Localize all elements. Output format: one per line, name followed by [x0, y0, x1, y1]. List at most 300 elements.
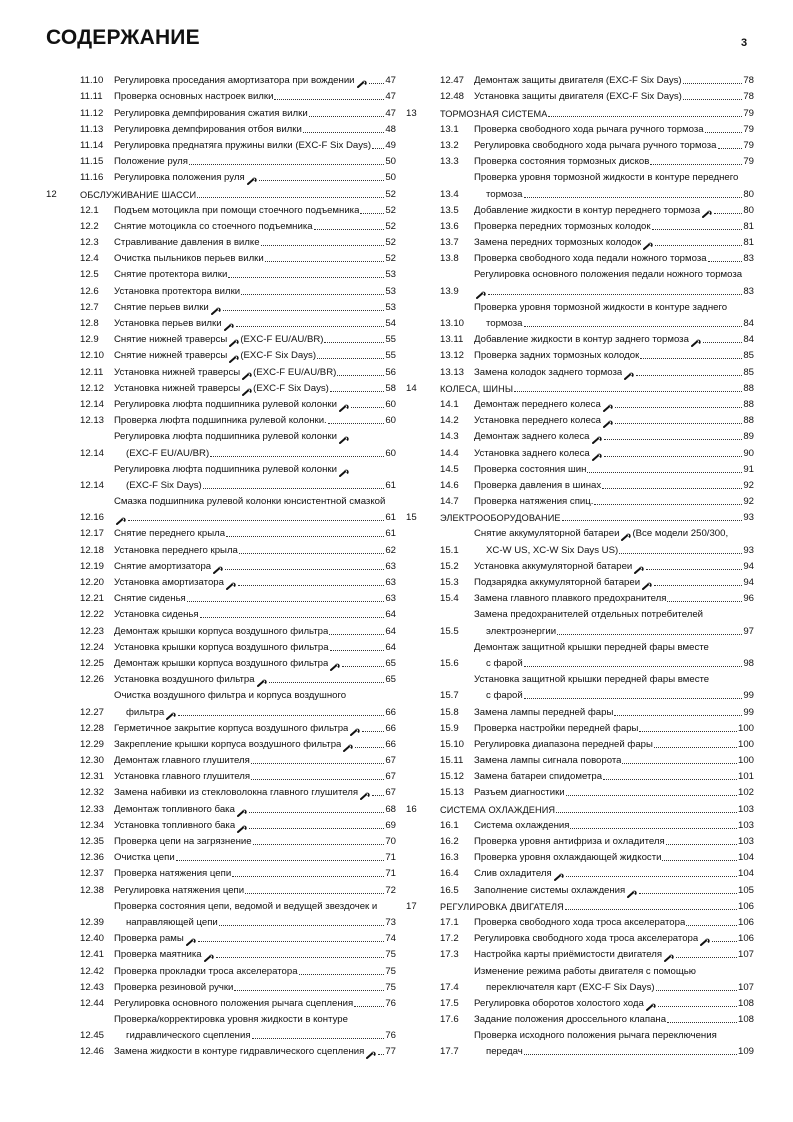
- toc-entry-title: Регулировка основного положения рычага сцепления: [114, 997, 354, 1009]
- toc-entry-title: Подзарядка аккумуляторной батареи: [474, 577, 641, 588]
- toc-entry[interactable]: [406, 606, 754, 638]
- wrench-icon: [357, 79, 368, 88]
- toc-entry[interactable]: [46, 137, 396, 153]
- toc-entry[interactable]: [406, 962, 754, 994]
- toc-entry[interactable]: [46, 752, 396, 768]
- toc-entry-number: 12.22: [80, 609, 105, 621]
- toc-chapter[interactable]: [46, 185, 396, 201]
- toc-entry-title: Замена набивки из стекловолокна главного глушителя: [114, 787, 359, 799]
- toc-entry-page: 100: [737, 755, 754, 767]
- toc-entry-page: 91: [743, 463, 754, 475]
- toc-entry[interactable]: [406, 461, 754, 477]
- dot-leader: [565, 909, 737, 910]
- dot-leader: [351, 407, 384, 408]
- toc-entry-number: 14.2: [440, 415, 459, 427]
- toc-entry[interactable]: [406, 736, 754, 752]
- toc-entry-title: Замена лампы сигнала поворота: [474, 755, 622, 767]
- dot-leader: [604, 456, 743, 457]
- toc-entry[interactable]: [406, 412, 754, 428]
- wrench-icon: [603, 403, 614, 412]
- toc-entry-title: Снятие протектора вилки: [114, 269, 228, 281]
- toc-entry-number: 11.14: [80, 139, 104, 151]
- toc-entry-title: Демонтаж крышки корпуса воздушного фильтра: [114, 657, 329, 669]
- toc-entry-title: Проверка прокладки троса акселератора: [114, 965, 298, 977]
- toc-entry[interactable]: [46, 881, 396, 897]
- toc-entry-title: Установка главного глушителя: [114, 771, 251, 783]
- toc-entry[interactable]: [406, 574, 754, 590]
- toc-entry-number: 15: [406, 512, 417, 524]
- toc-entry-number: 11.11: [80, 91, 103, 103]
- toc-entry-title: Регулировка натяжения цепи: [114, 884, 245, 896]
- dot-leader: [654, 747, 737, 748]
- toc-entry-page: 61: [385, 479, 396, 491]
- toc-entry-page: 96: [743, 593, 754, 605]
- toc-entry[interactable]: [406, 817, 754, 833]
- toc-entry[interactable]: [406, 396, 754, 412]
- toc-entry-page: 75: [385, 965, 396, 977]
- toc-entry[interactable]: [406, 1011, 754, 1027]
- dot-leader: [269, 682, 385, 683]
- toc-entry-number: 12.29: [80, 738, 105, 750]
- toc-entry-title-cont: с фарой: [486, 690, 523, 702]
- toc-entry[interactable]: [46, 995, 396, 1011]
- wrench-icon: [211, 306, 222, 315]
- dot-leader: [324, 342, 384, 343]
- toc-entry-title: Установка переднего колеса: [474, 415, 602, 427]
- toc-entry-page: 53: [385, 269, 396, 281]
- toc-entry-number: 13.8: [440, 253, 459, 265]
- toc-entry-number: 12.14: [80, 447, 105, 459]
- toc-entry-page: 68: [385, 803, 396, 815]
- dot-leader: [261, 245, 385, 246]
- dot-leader: [658, 1006, 737, 1007]
- dot-leader: [650, 164, 742, 165]
- toc-entry[interactable]: [46, 768, 396, 784]
- toc-entry[interactable]: [406, 914, 754, 930]
- dot-leader: [197, 197, 384, 198]
- dot-leader: [683, 83, 743, 84]
- toc-entry-title: Регулировка люфта подшипника рулевой колонки: [114, 398, 337, 410]
- toc-entry-number: 12.18: [80, 544, 105, 556]
- toc-entry-title: Проверка состояния цепи, ведомой и ведущей звездочек и: [114, 900, 378, 912]
- toc-entry[interactable]: [406, 590, 754, 606]
- toc-entry-title-cont: переключателя карт (EXC-F Six Days): [486, 981, 655, 993]
- wrench-icon: [330, 662, 341, 671]
- toc-entry[interactable]: [46, 930, 396, 946]
- toc-entry-number: 13: [406, 107, 417, 119]
- toc-entry[interactable]: [46, 1043, 396, 1059]
- toc-entry-title: Проверка настройки передней фары: [474, 722, 639, 734]
- toc-entry-title: Стравливание давления в вилке: [114, 237, 260, 249]
- toc-chapter[interactable]: [406, 898, 754, 914]
- toc-entry-title: КОЛЕСА, ШИНЫ: [440, 383, 514, 394]
- toc-entry-number: 12.45: [80, 1030, 105, 1042]
- toc-entry-title-cont: передач: [486, 1046, 523, 1058]
- toc-entry[interactable]: [406, 137, 754, 153]
- toc-entry-number: 16.3: [440, 852, 459, 864]
- toc-entry[interactable]: [46, 574, 396, 590]
- toc-entry[interactable]: [46, 104, 396, 120]
- toc-entry[interactable]: [406, 671, 754, 703]
- toc-entry-number: 13.4: [440, 188, 459, 200]
- toc-entry[interactable]: [406, 752, 754, 768]
- toc-entry-title: Замена лампы передней фары: [474, 706, 614, 718]
- toc-entry-title: ОБСЛУЖИВАНИЕ ШАССИ: [80, 189, 197, 200]
- toc-entry-page: 65: [385, 674, 396, 686]
- toc-entry-number: 13.3: [440, 156, 459, 168]
- toc-entry-title: Проверка цепи на загрязнение: [114, 836, 252, 847]
- toc-entry-title-cont: с фарой: [486, 657, 523, 669]
- toc-entry[interactable]: [46, 898, 396, 930]
- toc-entry[interactable]: [406, 995, 754, 1011]
- wrench-icon: [242, 371, 253, 380]
- toc-entry-page: 100: [737, 738, 754, 750]
- toc-entry[interactable]: [46, 784, 396, 800]
- toc-entry-number: 13.11: [440, 334, 464, 346]
- toc-entry-page: 79: [743, 156, 754, 168]
- toc-entry-page: 85: [743, 350, 754, 362]
- toc-entry[interactable]: [406, 849, 754, 865]
- toc-entry[interactable]: [46, 218, 396, 234]
- toc-entry[interactable]: [406, 833, 754, 849]
- toc-entry-title: Проверка давления в шинах: [474, 479, 602, 491]
- toc-entry[interactable]: [46, 558, 396, 574]
- toc-entry-suffix: (EXC-F EU/AU/BR): [240, 334, 324, 346]
- toc-entry-title: Разъем диагностики: [474, 787, 565, 799]
- toc-entry-page: 70: [385, 836, 396, 847]
- toc-entry[interactable]: [46, 1011, 396, 1043]
- toc-entry-number: 12.43: [80, 981, 105, 993]
- toc-entry[interactable]: [46, 412, 396, 428]
- dot-leader: [676, 957, 737, 958]
- toc-entry-title: Установка нижней траверсы: [114, 366, 241, 378]
- toc-entry-number: 17: [406, 900, 417, 912]
- toc-entry-title: Установка перьев вилки: [114, 318, 222, 329]
- toc-entry[interactable]: [46, 266, 396, 282]
- toc-entry-number: 12.12: [80, 382, 105, 394]
- toc-entry[interactable]: [406, 444, 754, 460]
- toc-entry[interactable]: [406, 881, 754, 897]
- dot-leader: [666, 844, 737, 845]
- toc-entry-title: Проверка задних тормозных колодок: [474, 350, 640, 362]
- toc-entry-title-cont: тормоза: [486, 318, 523, 329]
- toc-entry[interactable]: [46, 541, 396, 557]
- toc-entry[interactable]: [46, 979, 396, 995]
- toc-entry[interactable]: [46, 282, 396, 298]
- toc-entry-number: 13.2: [440, 139, 459, 151]
- dot-leader: [228, 277, 384, 278]
- toc-entry-page: 72: [385, 884, 396, 896]
- toc-entry-number: 17.5: [440, 997, 459, 1009]
- toc-entry-page: 76: [385, 1030, 396, 1042]
- toc-entry[interactable]: [406, 218, 754, 234]
- wrench-icon: [366, 1050, 377, 1059]
- toc-entry-page: 85: [743, 366, 754, 378]
- toc-entry[interactable]: [46, 817, 396, 833]
- toc-entry-number: 12.33: [80, 803, 105, 815]
- toc-entry-page: 103: [737, 819, 754, 831]
- wrench-icon: [213, 565, 224, 574]
- toc-entry[interactable]: [46, 639, 396, 655]
- dot-leader: [274, 99, 384, 100]
- toc-entry-page: 104: [737, 852, 754, 864]
- toc-entry[interactable]: [46, 525, 396, 541]
- toc-entry[interactable]: [46, 671, 396, 687]
- toc-entry[interactable]: [46, 234, 396, 250]
- dot-leader: [570, 828, 737, 829]
- toc-entry-title: Демонтаж переднего колеса: [474, 398, 601, 410]
- wrench-icon: [343, 743, 354, 752]
- toc-entry[interactable]: [406, 477, 754, 493]
- toc-entry-page: 78: [743, 91, 754, 103]
- toc-entry-number: 15.3: [440, 577, 459, 588]
- toc-entry-page: 77: [385, 1046, 396, 1058]
- toc-entry[interactable]: [46, 962, 396, 978]
- toc-entry-title: Установка сиденья: [114, 609, 199, 621]
- toc-entry-page: 84: [743, 334, 754, 346]
- toc-entry[interactable]: [46, 800, 396, 816]
- toc-entry-number: 14.7: [440, 496, 459, 508]
- dot-leader: [604, 439, 743, 440]
- toc-entry[interactable]: [46, 72, 396, 88]
- toc-entry[interactable]: [46, 687, 396, 719]
- dot-leader: [652, 229, 743, 230]
- toc-entry[interactable]: [46, 606, 396, 622]
- toc-entry[interactable]: [46, 88, 396, 104]
- wrench-icon: [634, 565, 645, 574]
- toc-entry-number: 12.36: [80, 852, 105, 864]
- dot-leader: [602, 488, 742, 489]
- toc-entry-title: Проверка рамы: [114, 933, 184, 945]
- toc-entry[interactable]: [406, 202, 754, 218]
- toc-entry[interactable]: [406, 347, 754, 363]
- dot-leader: [253, 844, 385, 845]
- toc-entry-title: Подъем мотоцикла при помощи стоечного подъемника: [114, 204, 360, 216]
- toc-entry[interactable]: [406, 1027, 754, 1059]
- toc-entry[interactable]: [406, 525, 754, 557]
- toc-entry[interactable]: [46, 833, 396, 849]
- toc-entry-page: 90: [743, 447, 754, 459]
- toc-entry-page: 67: [385, 755, 396, 767]
- toc-entry-page: 94: [743, 577, 754, 588]
- toc-entry[interactable]: [406, 266, 754, 298]
- toc-entry[interactable]: [406, 169, 754, 201]
- wrench-icon: [702, 209, 713, 218]
- toc-entry-number: 13.13: [440, 366, 465, 378]
- dot-leader: [646, 569, 742, 570]
- toc-entry-title: Замена передних тормозных колодок: [474, 237, 642, 249]
- toc-entry[interactable]: [406, 153, 754, 169]
- toc-entry-page: 55: [385, 350, 396, 362]
- toc-entry[interactable]: [406, 720, 754, 736]
- toc-entry-title: Снятие мотоцикла со стоечного подъемника: [114, 220, 313, 232]
- toc-entry-title: Задание положения дроссельного клапана: [474, 1014, 667, 1026]
- dot-leader: [241, 294, 384, 295]
- toc-entry[interactable]: [46, 331, 396, 347]
- dot-leader: [232, 876, 384, 877]
- toc-entry-number: 12.5: [80, 269, 99, 281]
- dot-leader: [703, 342, 742, 343]
- toc-entry[interactable]: [46, 121, 396, 137]
- dot-leader: [369, 83, 385, 84]
- toc-entry[interactable]: [406, 703, 754, 719]
- toc-entry[interactable]: [406, 946, 754, 962]
- toc-entry[interactable]: [46, 396, 396, 412]
- toc-entry[interactable]: [46, 380, 396, 396]
- toc-entry-title: Установка нижней траверсы: [114, 382, 241, 394]
- toc-entry-page: 93: [743, 512, 754, 524]
- toc-entry-number: 12.4: [80, 253, 99, 265]
- toc-chapter[interactable]: [406, 509, 754, 525]
- wrench-icon: [642, 581, 653, 590]
- dot-leader: [683, 99, 742, 100]
- toc-entry[interactable]: [406, 784, 754, 800]
- toc-entry-page: 80: [743, 204, 754, 216]
- dot-leader: [639, 731, 737, 732]
- toc-entry[interactable]: [46, 299, 396, 315]
- toc-entry-number: 15.7: [440, 690, 459, 702]
- dot-leader: [556, 812, 737, 813]
- toc-entry[interactable]: [46, 315, 396, 331]
- toc-entry-page: 64: [385, 641, 396, 653]
- toc-entry-page: 63: [385, 593, 396, 605]
- toc-entry-title-cont: (Все модели 250/300,: [632, 528, 729, 540]
- toc-entry[interactable]: [46, 655, 396, 671]
- toc-entry[interactable]: [406, 363, 754, 379]
- dot-leader: [330, 650, 385, 651]
- dot-leader: [548, 116, 742, 117]
- toc-chapter[interactable]: [406, 104, 754, 120]
- dot-leader: [667, 1022, 737, 1023]
- toc-chapter[interactable]: [406, 380, 754, 396]
- toc-entry-title: Снятие перьев вилки: [114, 301, 209, 313]
- toc-entry[interactable]: [46, 363, 396, 379]
- dot-leader: [251, 779, 384, 780]
- toc-entry-suffix: (EXC-F Six Days): [240, 350, 317, 362]
- toc-entry[interactable]: [46, 946, 396, 962]
- toc-entry[interactable]: [406, 88, 754, 104]
- dot-leader: [187, 601, 385, 602]
- toc-entry[interactable]: [46, 461, 396, 493]
- toc-entry-page: 99: [743, 690, 754, 702]
- toc-entry-number: 12.26: [80, 674, 105, 686]
- toc-entry-page: 109: [737, 1046, 754, 1058]
- toc-entry[interactable]: [46, 720, 396, 736]
- toc-entry-number: 17.1: [440, 916, 459, 928]
- toc-entry-title: Положение руля: [114, 156, 188, 168]
- toc-entry-title: Установка топливного бака: [114, 819, 236, 831]
- wrench-icon: [247, 176, 258, 185]
- toc-entry-page: 50: [385, 156, 396, 168]
- toc-entry-title: Закрепление крышки корпуса воздушного фильтра: [114, 738, 342, 750]
- toc-entry-number: 12.11: [80, 366, 104, 378]
- toc-entry-page: 105: [737, 884, 754, 896]
- toc-entry[interactable]: [406, 493, 754, 509]
- wrench-icon: [691, 338, 702, 347]
- toc-entry-page: 75: [385, 949, 396, 961]
- toc-entry[interactable]: [406, 234, 754, 250]
- toc-entry[interactable]: [406, 121, 754, 137]
- toc-entry[interactable]: [46, 590, 396, 606]
- toc-entry[interactable]: [406, 331, 754, 347]
- toc-entry-suffix: (EXC-F Six Days): [253, 382, 329, 394]
- toc-entry-number: 12.37: [80, 868, 105, 880]
- toc-entry-title: Регулировка люфта подшипника рулевой колонки: [114, 463, 337, 475]
- toc-entry-title: Герметичное закрытие корпуса воздушного фильтра: [114, 722, 349, 734]
- dot-leader: [667, 601, 742, 602]
- toc-entry[interactable]: [406, 865, 754, 881]
- dot-leader: [557, 634, 742, 635]
- toc-entry[interactable]: [406, 299, 754, 331]
- toc-entry-title: Замена жидкости в контуре гидравлического сцепления: [114, 1046, 365, 1058]
- dot-leader: [654, 585, 742, 586]
- dot-leader: [372, 795, 384, 796]
- toc-entry[interactable]: [406, 250, 754, 266]
- toc-entry-title: Установка защиты двигателя (EXC-F Six Days): [474, 91, 682, 103]
- wrench-icon: [554, 872, 565, 881]
- dot-leader: [354, 1006, 384, 1007]
- dot-leader: [223, 310, 385, 311]
- toc-entry[interactable]: [46, 153, 396, 169]
- toc-entry-page: 83: [743, 285, 754, 297]
- toc-entry[interactable]: [406, 930, 754, 946]
- toc-entry-title: Демонтаж защитной крышки передней фары вместе: [474, 641, 709, 653]
- toc-entry-number: 12.21: [80, 593, 105, 605]
- toc-entry[interactable]: [46, 622, 396, 638]
- dot-leader: [355, 747, 384, 748]
- toc-entry-title: Установка переднего крыла: [114, 544, 238, 556]
- toc-entry[interactable]: [46, 736, 396, 752]
- toc-entry[interactable]: [406, 428, 754, 444]
- toc-entry-number: 12.17: [80, 528, 105, 540]
- toc-entry-number: 11.10: [80, 75, 104, 87]
- toc-entry-number: 15.11: [440, 755, 464, 767]
- dot-leader: [317, 358, 384, 359]
- dot-leader: [299, 974, 385, 975]
- toc-entry-page: 54: [385, 318, 396, 329]
- toc-entry-page: 83: [743, 253, 754, 265]
- toc-entry-number: 16.1: [440, 819, 459, 831]
- toc-entry[interactable]: [406, 639, 754, 671]
- toc-entry[interactable]: [406, 72, 754, 88]
- toc-entry[interactable]: [46, 493, 396, 525]
- toc-entry[interactable]: [46, 250, 396, 266]
- toc-entry-number: 12.24: [80, 641, 105, 653]
- toc-entry[interactable]: [406, 768, 754, 784]
- toc-entry-page: 80: [743, 188, 754, 200]
- dot-leader: [656, 990, 737, 991]
- toc-entry[interactable]: [46, 347, 396, 363]
- toc-entry[interactable]: [46, 865, 396, 881]
- toc-entry-title-cont: направляющей цепи: [126, 916, 218, 928]
- toc-entry[interactable]: [46, 169, 396, 185]
- toc-entry-title-cont: гидравлического сцепления: [126, 1030, 251, 1042]
- dot-leader: [718, 148, 743, 149]
- toc-entry-title: Демонтаж главного глушителя: [114, 755, 250, 767]
- toc-entry[interactable]: [46, 202, 396, 218]
- dot-leader: [249, 828, 384, 829]
- toc-entry-page: 106: [737, 900, 754, 912]
- toc-entry-page: 66: [385, 738, 396, 750]
- toc-entry[interactable]: [46, 849, 396, 865]
- toc-entry-number: 12: [46, 188, 57, 200]
- dot-leader: [514, 391, 742, 392]
- toc-entry[interactable]: [406, 558, 754, 574]
- toc-entry-number: 16: [406, 803, 417, 815]
- toc-chapter[interactable]: [406, 800, 754, 816]
- toc-entry[interactable]: [46, 428, 396, 460]
- dot-leader: [705, 132, 743, 133]
